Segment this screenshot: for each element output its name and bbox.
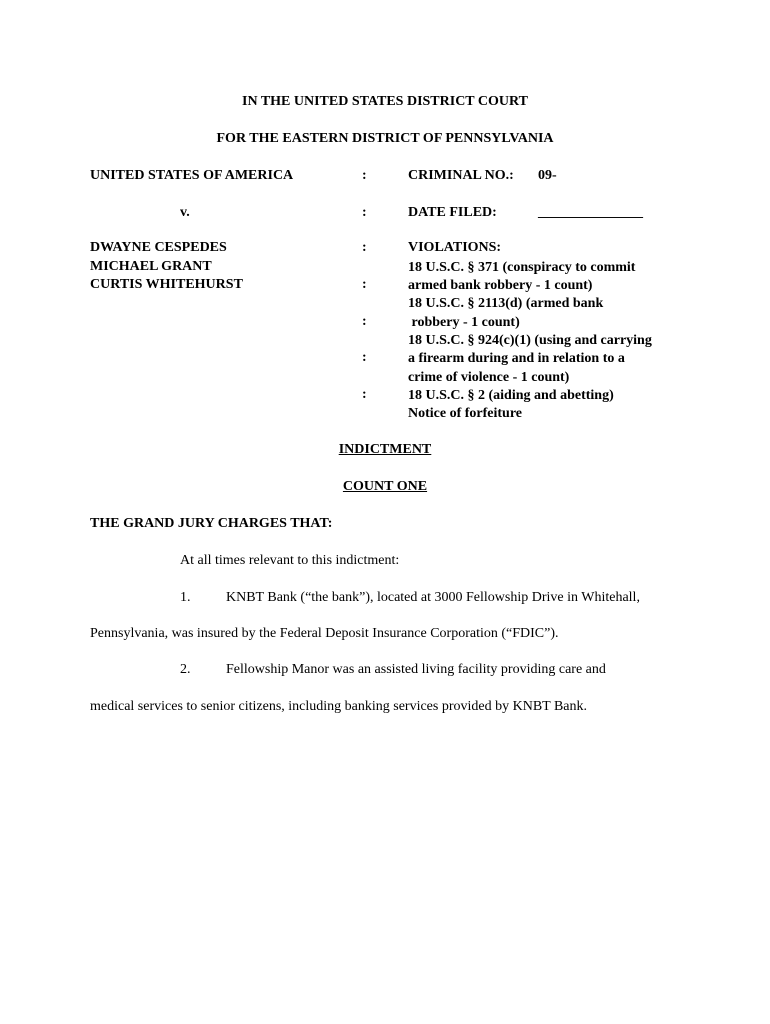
defendant-name: CURTIS WHITEHURST bbox=[90, 277, 243, 292]
count-one-heading: COUNT ONE bbox=[342, 479, 428, 494]
criminal-number-value: 09- bbox=[538, 168, 557, 183]
indictment-heading: INDICTMENT bbox=[338, 442, 432, 457]
paragraph-number: 2. bbox=[180, 662, 191, 677]
grand-jury-heading: THE GRAND JURY CHARGES THAT: bbox=[90, 516, 333, 531]
paragraph-text: medical services to senior citizens, including banking services provided by KNBT Bank. bbox=[90, 699, 588, 714]
versus-label: v. bbox=[180, 205, 190, 220]
paragraph-text: Fellowship Manor was an assisted living facility providing care and bbox=[226, 662, 606, 677]
violation-line: armed bank robbery - 1 count) bbox=[408, 278, 593, 293]
court-district: FOR THE EASTERN DISTRICT OF PENNSYLVANIA bbox=[216, 131, 554, 146]
caption-colon: : bbox=[362, 314, 367, 329]
plaintiff-name: UNITED STATES OF AMERICA bbox=[90, 168, 294, 183]
paragraph-text: Pennsylvania, was insured by the Federal Deposit Insurance Corporation (“FDIC”). bbox=[90, 626, 559, 641]
caption-colon: : bbox=[362, 205, 367, 220]
intro-paragraph: At all times relevant to this indictment: bbox=[180, 553, 400, 568]
criminal-number-label: CRIMINAL NO.: bbox=[408, 168, 514, 183]
violation-line: 18 U.S.C. § 371 (conspiracy to commit bbox=[408, 260, 636, 275]
violation-line: crime of violence - 1 count) bbox=[408, 370, 570, 385]
violation-line: 18 U.S.C. § 2 (aiding and abetting) bbox=[408, 388, 614, 403]
defendant-name: MICHAEL GRANT bbox=[90, 259, 212, 274]
caption-colon: : bbox=[362, 240, 367, 255]
paragraph-text: KNBT Bank (“the bank”), located at 3000 Fellowship Drive in Whitehall, bbox=[226, 590, 640, 605]
court-title: IN THE UNITED STATES DISTRICT COURT bbox=[242, 94, 528, 109]
date-filed-blank: _______________ bbox=[538, 205, 643, 220]
caption-colon: : bbox=[362, 350, 367, 365]
violation-line: Notice of forfeiture bbox=[408, 406, 523, 421]
violation-line: 18 U.S.C. § 2113(d) (armed bank bbox=[408, 296, 604, 311]
violation-line: 18 U.S.C. § 924(c)(1) (using and carrying bbox=[408, 333, 652, 348]
caption-colon: : bbox=[362, 387, 367, 402]
violation-line: robbery - 1 count) bbox=[408, 315, 520, 330]
paragraph-number: 1. bbox=[180, 590, 191, 605]
caption-colon: : bbox=[362, 168, 367, 183]
date-filed-label: DATE FILED: bbox=[408, 205, 497, 220]
violations-label: VIOLATIONS: bbox=[408, 240, 502, 255]
violation-line: a firearm during and in relation to a bbox=[408, 351, 625, 366]
caption-colon: : bbox=[362, 277, 367, 292]
defendant-name: DWAYNE CESPEDES bbox=[90, 240, 227, 255]
